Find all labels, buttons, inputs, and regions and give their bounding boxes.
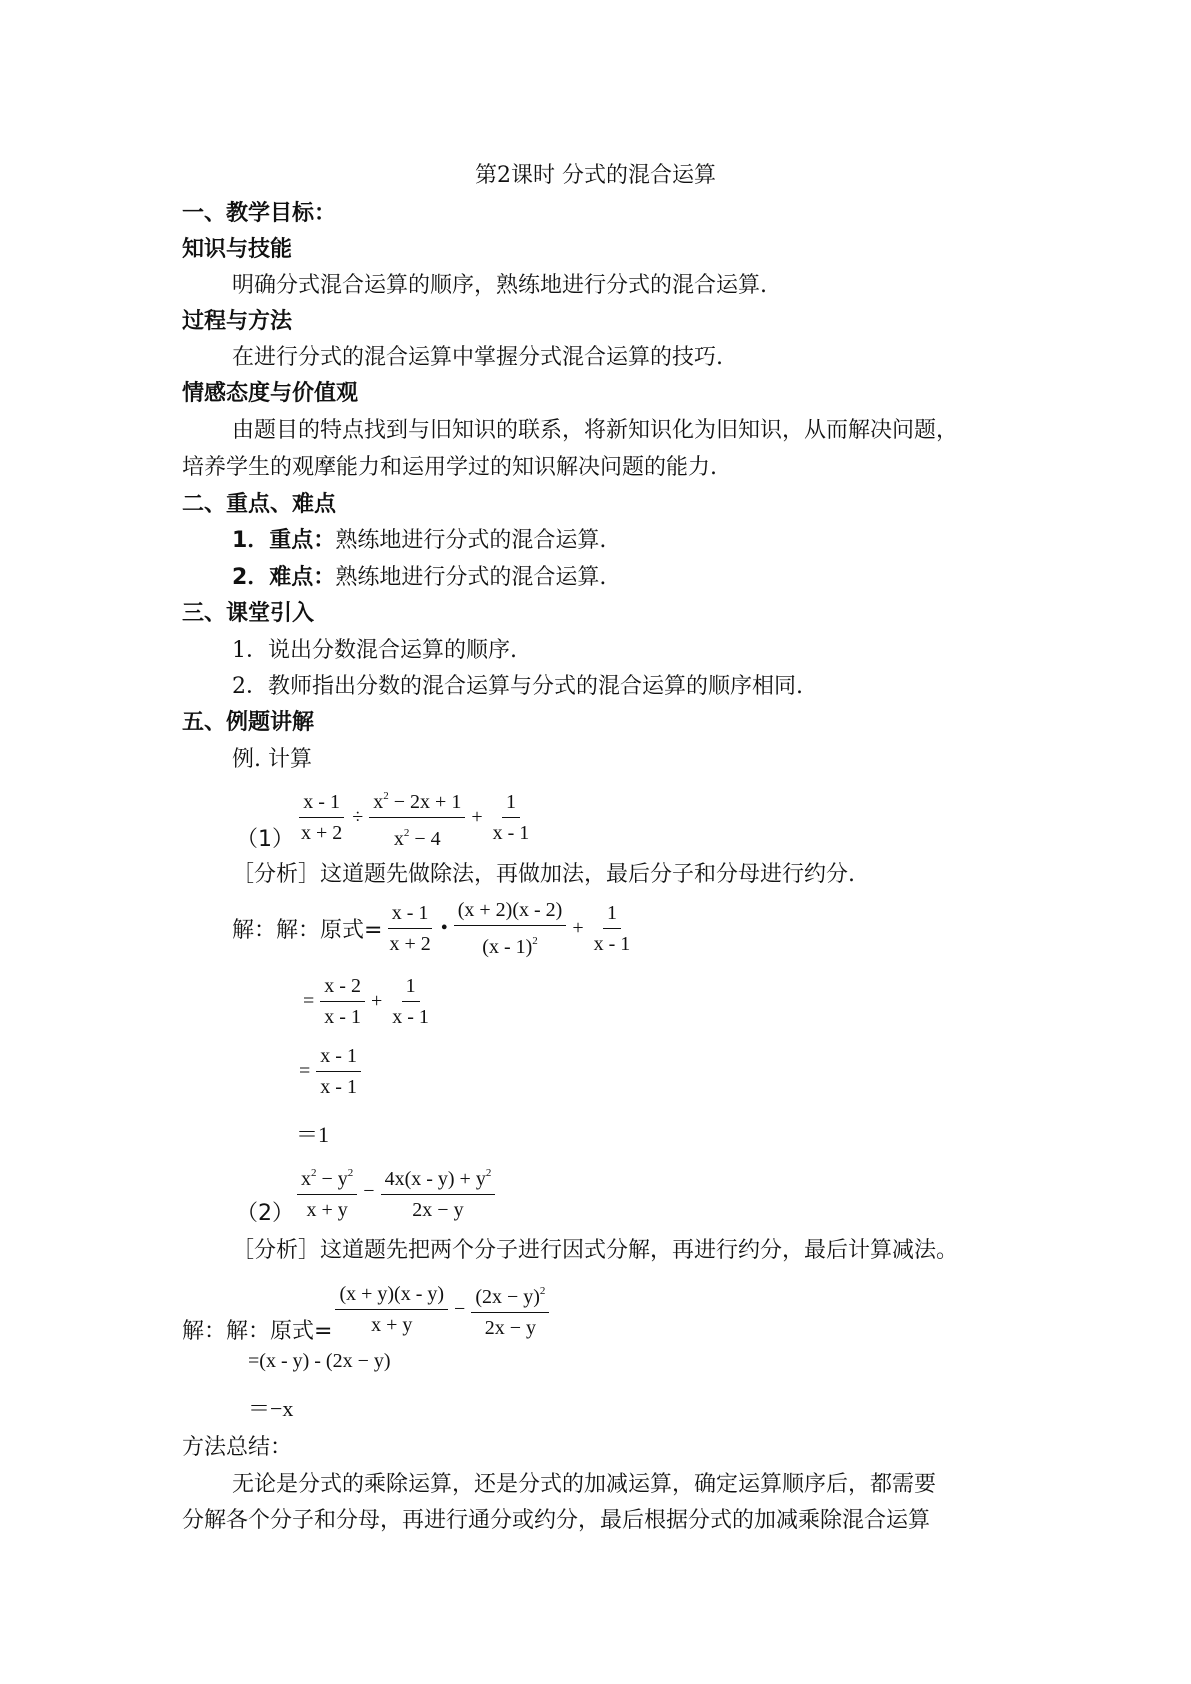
fraction <box>316 1044 361 1099</box>
denominator: x - 1 <box>392 1006 429 1028</box>
numerator <box>471 1279 549 1313</box>
numerator <box>297 1161 357 1195</box>
exponent: 2 <box>532 935 538 947</box>
solution-label: 解：解：原式= <box>232 918 383 943</box>
fraction <box>471 1279 549 1340</box>
numerator: 1 <box>502 790 520 818</box>
denominator: x + 2 <box>301 822 343 844</box>
emotion-text-line1: 由题目的特点找到与旧知识的联系，将新知识化为旧知识，从而解决问题， <box>232 418 959 443</box>
denominator: x + 2 <box>389 933 431 955</box>
numerator <box>369 784 465 818</box>
denominator: x - 1 <box>593 933 631 955</box>
plus-sign: + <box>572 917 584 939</box>
solution-label: 解：解：原式= <box>182 1319 333 1344</box>
example1-solution-step1 <box>232 898 637 959</box>
key-point <box>232 523 606 554</box>
numerator <box>381 1161 496 1195</box>
heading-knowledge-skills: 知识与技能 <box>182 237 293 262</box>
key-point-label: 1．重点： <box>232 528 336 553</box>
fraction <box>297 1161 357 1222</box>
term: (2x − y) <box>475 1286 540 1308</box>
fraction <box>454 898 567 959</box>
key-point-text: 熟练地进行分式的混合运算. <box>335 528 607 553</box>
example1-label: （1） <box>236 827 294 852</box>
emotion-text-line2: 培养学生的观摩能力和运用学过的知识解决问题的能力. <box>182 455 717 480</box>
fraction <box>320 974 365 1029</box>
equals-sign: = <box>303 990 315 1012</box>
plus-sign: + <box>471 806 483 828</box>
denominator: x - 1 <box>324 1006 361 1028</box>
denominator: x - 1 <box>320 1076 357 1098</box>
fraction <box>489 790 534 845</box>
example2-solution-step2: =(x - y) - (2x − y) <box>248 1350 391 1372</box>
term: x <box>393 828 404 850</box>
heading-emotion-values: 情感态度与价值观 <box>182 381 359 406</box>
exponent: 2 <box>403 827 410 839</box>
example2-solution-step1 <box>182 1274 552 1345</box>
knowledge-text: 明确分式混合运算的顺序，熟练地进行分式的混合运算. <box>232 273 767 298</box>
exponent: 2 <box>383 790 389 802</box>
term: − 2x + 1 <box>388 791 462 813</box>
page-title: 第2课时 分式的混合运算 <box>475 163 716 188</box>
example2-label: （2） <box>236 1201 294 1226</box>
term: (x - 1) <box>482 936 533 958</box>
numerator: 1 <box>402 974 420 1002</box>
equals-sign: = <box>299 1060 311 1082</box>
exponent: 2 <box>347 1167 354 1179</box>
fraction <box>385 901 434 956</box>
example1-result: ＝1 <box>296 1122 330 1147</box>
fraction <box>388 974 433 1029</box>
numerator: x - 1 <box>299 790 344 818</box>
numerator: 1 <box>603 901 621 929</box>
example1-problem <box>236 782 536 853</box>
term: − 4 <box>409 828 441 850</box>
term: − y <box>316 1168 348 1190</box>
example2-problem <box>236 1156 498 1227</box>
denominator <box>390 818 445 851</box>
plus-sign: + <box>370 990 383 1012</box>
heading-process-method: 过程与方法 <box>182 309 293 334</box>
example1-solution-step2 <box>300 974 436 1029</box>
divide-sign: ÷ <box>352 806 364 828</box>
difficult-point <box>232 560 606 591</box>
numerator: (x + 2)(x - 2) <box>454 898 567 926</box>
denominator: x + y <box>306 1199 348 1221</box>
minus-sign: − <box>454 1298 466 1320</box>
numerator: x - 1 <box>388 901 433 929</box>
numerator: x - 2 <box>320 974 365 1002</box>
denominator: 2x − y <box>484 1317 536 1339</box>
term: 4x(x - y) + y <box>384 1168 486 1190</box>
denominator: x + y <box>371 1314 413 1336</box>
fraction <box>381 1161 496 1222</box>
multiply-dot: • <box>440 917 448 939</box>
term: x <box>301 1168 311 1190</box>
numerator: x - 1 <box>316 1044 361 1072</box>
example1-analysis: ［分析］这道题先做除法，再做加法，最后分子和分母进行约分. <box>232 862 855 887</box>
minus-sign: − <box>363 1180 375 1202</box>
intro-item-2: 2．教师指出分数的混合运算与分式的混合运算的顺序相同. <box>232 674 803 699</box>
example-label: 例. 计算 <box>232 747 312 772</box>
summary-line2: 分解各个分子和分母，再进行通分或约分，最后根据分式的加减乘除混合运算 <box>182 1508 931 1533</box>
process-text: 在进行分式的混合运算中掌握分式混合运算的技巧. <box>232 345 723 370</box>
difficult-point-label: 2．难点： <box>232 565 336 590</box>
example2-analysis: ［分析］这道题先把两个分子进行因式分解，再进行约分，最后计算减法。 <box>232 1238 959 1263</box>
fraction <box>369 784 465 851</box>
section-teaching-goals: 一、教学目标： <box>182 201 337 226</box>
example1-solution-step3 <box>296 1044 364 1099</box>
fraction <box>297 790 346 845</box>
denominator: 2x − y <box>412 1199 464 1221</box>
term: x <box>373 791 384 813</box>
summary-line1: 无论是分式的乘除运算，还是分式的加减运算，确定运算顺序后，都需要 <box>232 1472 937 1497</box>
denominator <box>478 926 541 959</box>
example2-result: ＝−x <box>248 1396 294 1421</box>
section-class-intro: 三、课堂引入 <box>182 601 315 626</box>
difficult-point-text: 熟练地进行分式的混合运算. <box>335 565 607 590</box>
denominator: x - 1 <box>492 822 530 844</box>
section-examples: 五、例题讲解 <box>182 710 315 735</box>
numerator: (x + y)(x - y) <box>335 1282 448 1310</box>
intro-item-1: 1．说出分数混合运算的顺序. <box>232 638 517 663</box>
exponent: 2 <box>311 1167 317 1179</box>
exponent: 2 <box>485 1167 492 1179</box>
summary-heading: 方法总结： <box>182 1435 293 1460</box>
fraction <box>590 901 635 956</box>
fraction <box>335 1282 448 1337</box>
exponent: 2 <box>539 1285 546 1297</box>
section-key-difficult: 二、重点、难点 <box>182 492 337 517</box>
